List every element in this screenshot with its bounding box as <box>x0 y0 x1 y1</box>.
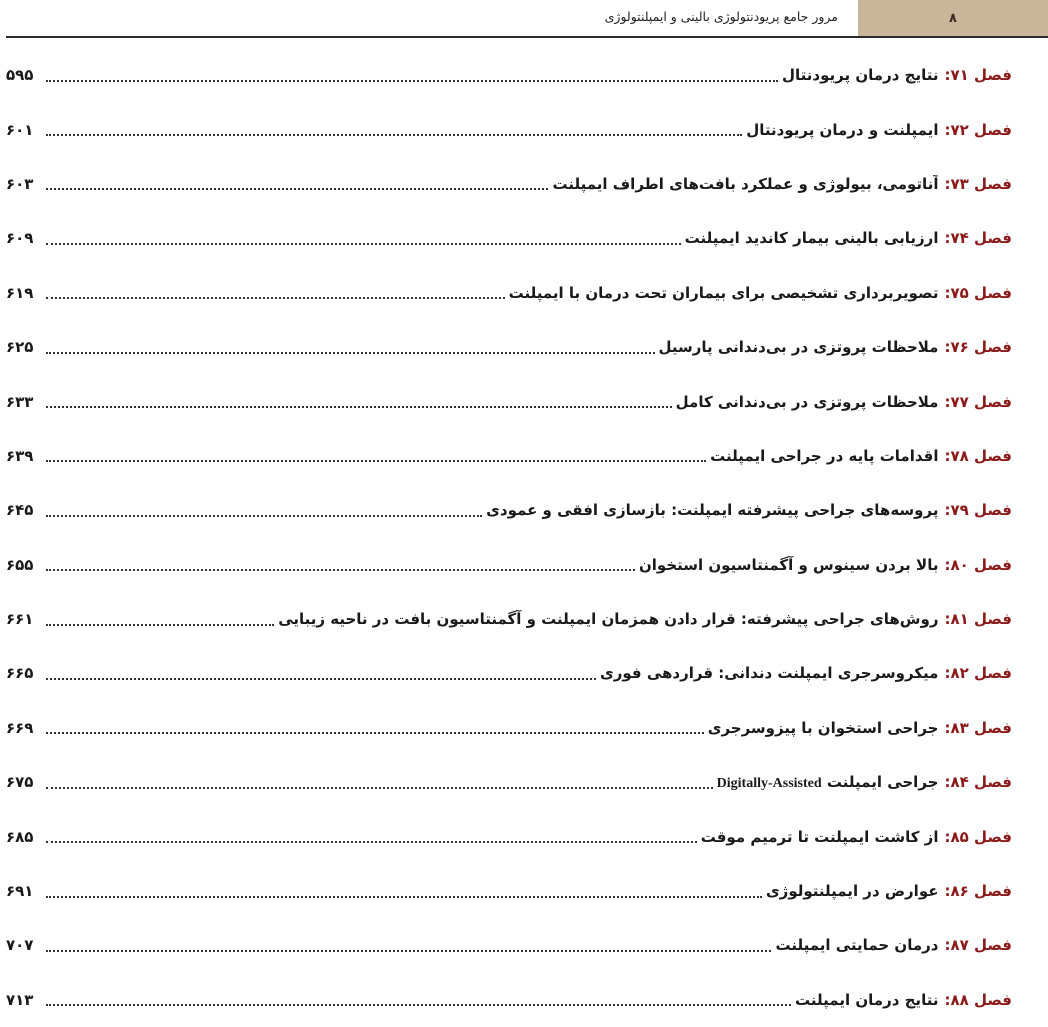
chapter-number: فصل ۸۲: <box>944 664 1012 683</box>
chapter-title <box>509 284 939 302</box>
chapter-title <box>795 991 938 1009</box>
chapter-page-number: ۶۰۳ <box>6 174 34 193</box>
chapter-title-text: درمان حمایتی ایمپلنت <box>775 936 939 955</box>
chapter-title-text: عوارض در ایمپلنتولوژی <box>765 882 939 901</box>
toc-entry[interactable] <box>6 102 1012 156</box>
chapter-number: فصل ۷۱: <box>944 66 1012 85</box>
chapter-number: فصل ۷۹: <box>944 501 1012 520</box>
chapter-number: فصل ۸۳: <box>944 718 1012 737</box>
chapter-page-number: ۶۹۱ <box>6 882 34 901</box>
chapter-title <box>278 610 938 628</box>
chapter-page-number: ۶۵۵ <box>6 555 34 574</box>
chapter-number: فصل ۸۴: <box>944 773 1012 792</box>
dot-leader <box>46 622 274 626</box>
chapter-page-number: ۶۱۹ <box>6 283 34 302</box>
chapter-page-number: ۷۰۷ <box>6 936 34 955</box>
chapter-page-number: ۶۸۵ <box>6 827 34 846</box>
toc-entry[interactable] <box>6 809 1012 863</box>
chapter-page-number: ۶۳۹ <box>6 446 34 465</box>
dot-leader <box>46 186 548 190</box>
chapter-number: فصل ۷۸: <box>944 446 1012 465</box>
dot-leader <box>46 894 762 898</box>
chapter-title <box>708 719 939 737</box>
chapter-title <box>685 229 939 247</box>
dot-leader <box>46 730 704 734</box>
chapter-page-number: ۶۰۹ <box>6 229 34 248</box>
chapter-title <box>746 121 938 139</box>
chapter-title <box>717 773 939 792</box>
chapter-title <box>639 556 939 574</box>
toc-entry[interactable] <box>6 538 1012 592</box>
dot-leader <box>46 404 672 408</box>
chapter-title-text: پروسه‌های جراحی پیشرفته ایمپلنت: بازسازی افقی و عمودی <box>486 501 939 520</box>
table-of-contents <box>6 48 1012 1027</box>
book-title: مرور جامع پریودنتولوژی بالینی و ایمپلنتولوژی <box>604 9 838 24</box>
chapter-title-text: ملاحظات پروتزی در بی‌دندانی کامل <box>675 392 939 411</box>
chapter-title <box>600 664 938 682</box>
chapter-number: فصل ۸۸: <box>944 990 1012 1009</box>
toc-entry[interactable] <box>6 211 1012 265</box>
chapter-title-text: بالا بردن سینوس و آگمنتاسیون استخوان <box>638 555 939 574</box>
chapter-page-number: ۶۶۹ <box>6 718 34 737</box>
chapter-title-text: از کاشت ایمپلنت تا ترمیم موقت <box>700 827 939 846</box>
toc-entry[interactable] <box>6 429 1012 483</box>
toc-entry[interactable] <box>6 374 1012 428</box>
dot-leader <box>46 567 635 571</box>
chapter-number: فصل ۸۶: <box>944 882 1012 901</box>
chapter-title-text: نتایج درمان ایمپلنت <box>795 990 939 1009</box>
toc-entry[interactable] <box>6 864 1012 918</box>
chapter-number: فصل ۸۰: <box>944 555 1012 574</box>
chapter-title-text: میکروسرجری ایمپلنت دندانی: قراردهی فوری <box>599 664 939 683</box>
chapter-page-number: ۶۰۱ <box>6 120 34 139</box>
chapter-page-number: ۷۱۳ <box>6 990 34 1009</box>
dot-leader <box>46 78 778 82</box>
chapter-title <box>775 936 938 954</box>
toc-entry[interactable] <box>6 918 1012 972</box>
chapter-number: فصل ۷۶: <box>944 338 1012 357</box>
chapter-title <box>552 175 938 193</box>
chapter-title <box>710 447 938 465</box>
chapter-number: فصل ۷۲: <box>944 120 1012 139</box>
toc-entry[interactable] <box>6 266 1012 320</box>
chapter-title <box>766 882 939 900</box>
chapter-title-text: ارزیابی بالینی بیمار کاندید ایمپلنت <box>684 229 939 248</box>
chapter-page-number: ۶۴۵ <box>6 501 34 520</box>
chapter-page-number: ۶۳۳ <box>6 392 34 411</box>
dot-leader <box>46 350 655 354</box>
page-header <box>0 0 1048 38</box>
chapter-page-number: ۵۹۵ <box>6 66 34 85</box>
chapter-number: فصل ۷۴: <box>944 229 1012 248</box>
chapter-number: فصل ۸۵: <box>944 827 1012 846</box>
toc-entry[interactable] <box>6 701 1012 755</box>
chapter-title-text: ایمپلنت و درمان پریودنتال <box>746 120 939 139</box>
header-rule <box>6 36 1048 38</box>
dot-leader <box>46 458 706 462</box>
dot-leader <box>46 513 482 517</box>
chapter-title-text: روش‌های جراحی پیشرفته: قرار دادن همزمان ایمپلنت و آگمنتاسیون بافت در ناحیه زیبایی <box>278 610 939 629</box>
toc-entry[interactable] <box>6 592 1012 646</box>
chapter-page-number: ۶۶۱ <box>6 610 34 629</box>
chapter-title-text: ملاحظات پروتزی در بی‌دندانی پارسیل <box>658 338 939 357</box>
toc-entry[interactable] <box>6 973 1012 1027</box>
chapter-number: فصل ۸۱: <box>944 610 1012 629</box>
page-number-badge <box>858 0 1048 37</box>
chapter-title <box>676 393 939 411</box>
chapter-title-text: جراحی استخوان با پیزوسرجری <box>707 718 939 737</box>
chapter-title-latin: Digitally-Assisted <box>716 775 822 791</box>
toc-entry[interactable] <box>6 157 1012 211</box>
chapter-title-text: تصویربرداری تشخیصی برای بیماران تحت درمان با ایمپلنت <box>508 283 939 302</box>
chapter-title <box>782 66 938 84</box>
chapter-number: فصل ۷۵: <box>944 283 1012 302</box>
toc-entry[interactable] <box>6 320 1012 374</box>
chapter-title-text: جراحی ایمپلنت <box>826 772 939 791</box>
dot-leader <box>46 241 681 245</box>
dot-leader <box>46 132 742 136</box>
toc-entry[interactable] <box>6 646 1012 700</box>
chapter-title-text: آناتومی، بیولوژی و عملکرد بافت‌های اطراف ایمپلنت <box>552 174 939 193</box>
toc-entry[interactable] <box>6 755 1012 809</box>
dot-leader <box>46 839 697 843</box>
dot-leader <box>46 785 713 789</box>
chapter-page-number: ۶۲۵ <box>6 338 34 357</box>
chapter-number: فصل ۷۷: <box>944 392 1012 411</box>
dot-leader <box>46 948 771 952</box>
page-number: ۸ <box>949 11 957 26</box>
chapter-page-number: ۶۷۵ <box>6 773 34 792</box>
toc-entry[interactable] <box>6 48 1012 102</box>
dot-leader <box>46 295 505 299</box>
chapter-title <box>659 338 939 356</box>
chapter-number: فصل ۸۷: <box>944 936 1012 955</box>
chapter-title <box>701 828 939 846</box>
dot-leader <box>46 676 596 680</box>
chapter-title-text: نتایج درمان پریودنتال <box>782 66 939 85</box>
dot-leader <box>46 1002 791 1006</box>
toc-entry[interactable] <box>6 483 1012 537</box>
chapter-title <box>486 501 938 519</box>
chapter-page-number: ۶۶۵ <box>6 664 34 683</box>
chapter-number: فصل ۷۳: <box>944 174 1012 193</box>
chapter-title-text: اقدامات پایه در جراحی ایمپلنت <box>710 446 939 465</box>
